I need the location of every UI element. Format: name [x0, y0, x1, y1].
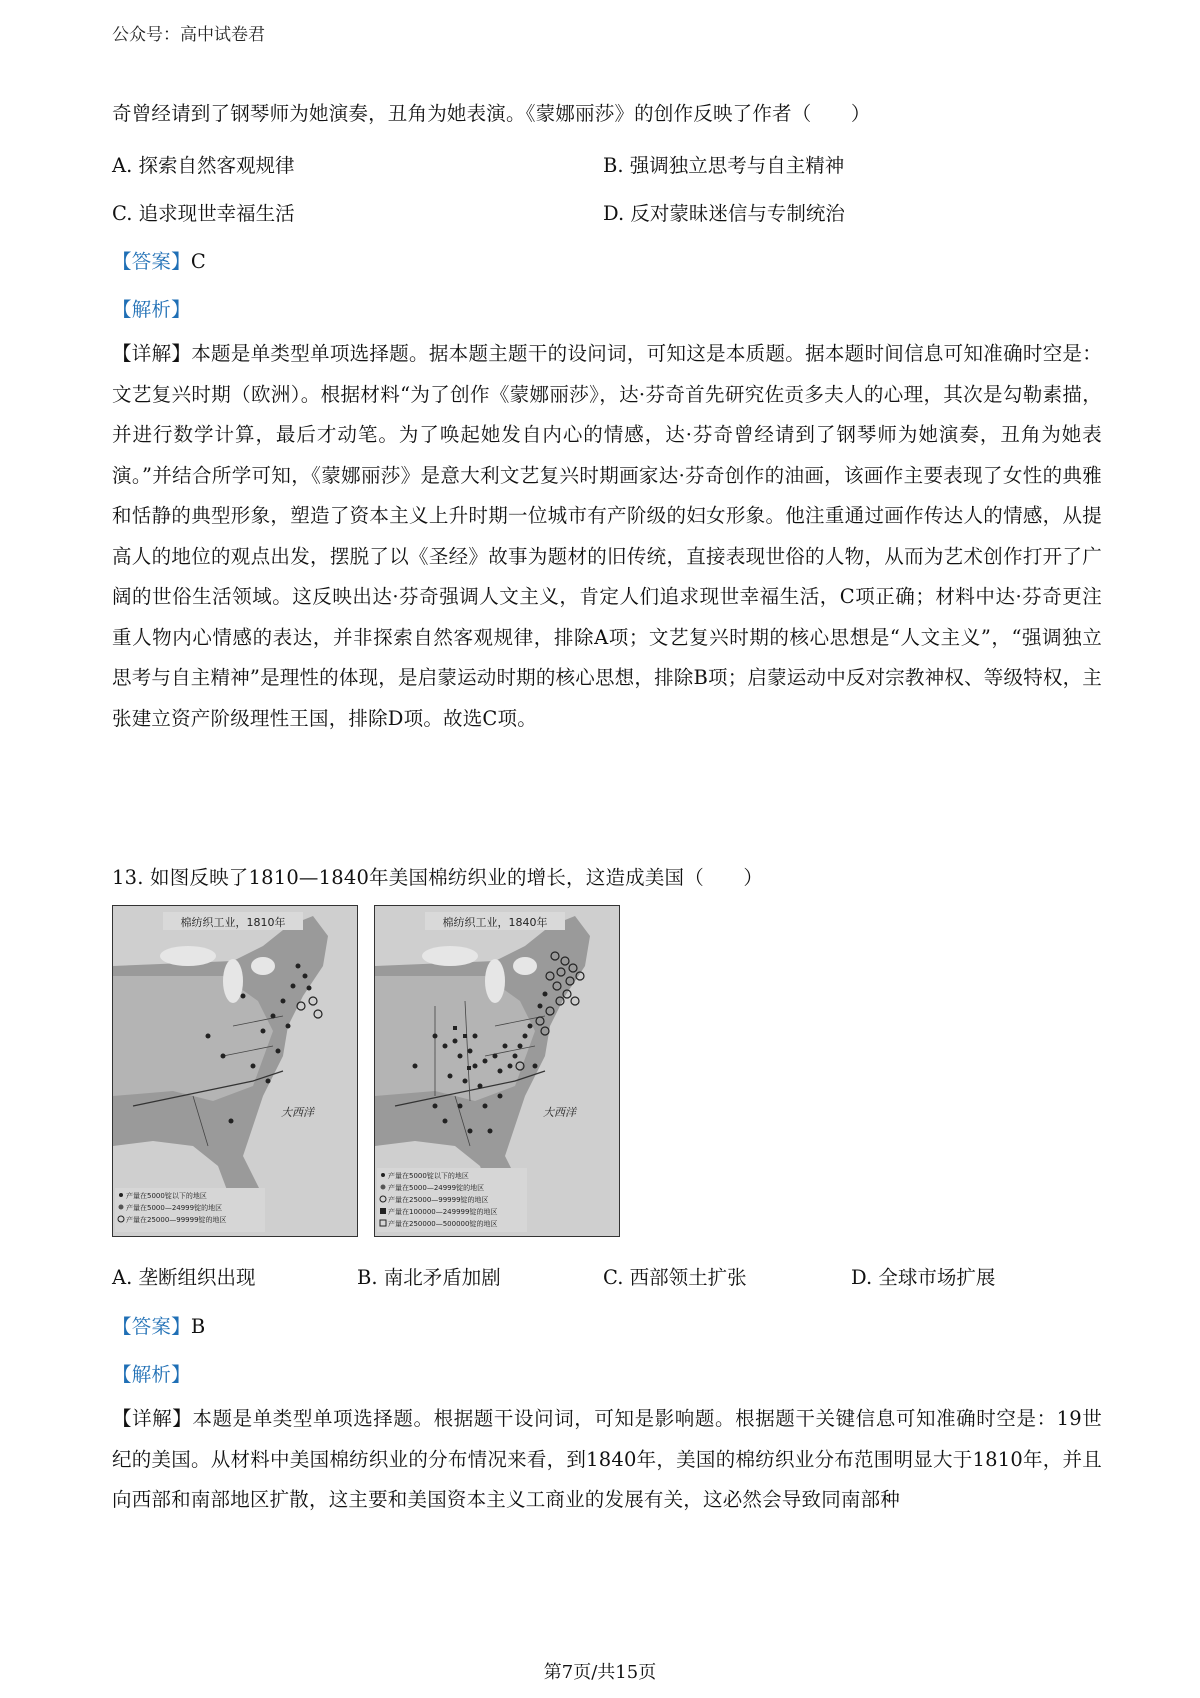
- q12-option-a: A. 探索自然客观规律: [112, 154, 295, 177]
- map2-legend-5: 产量在250000—500000锭的地区: [388, 1220, 498, 1228]
- answer-tag: 【答案】: [112, 250, 191, 273]
- q13-option-d: D. 全球市场扩展: [851, 1266, 996, 1289]
- q12-option-b: B. 强调独立思考与自主精神: [603, 154, 845, 177]
- answer-tag: 【答案】: [112, 1315, 191, 1338]
- map-1840: [374, 905, 620, 1237]
- q13-stem: 13. 如图反映了1810—1840年美国棉纺织业的增长，这造成美国（ ）: [112, 866, 764, 889]
- q12-detail: [112, 334, 1102, 739]
- map1-title: 棉纺织工业，1810年: [180, 916, 286, 929]
- detail-text: 本题是单类型单项选择题。据本题主题干的设问词，可知这是本质题。据本题时间信息可知准确时空是：文艺复兴时期（欧洲）。根据材料“为了创作《蒙娜丽莎》，达·芬奇首先研究佐贡多夫人的心理，其次是勾勒素描，并进行数学计算，最后才动笔。为了唤起她发自内心的情感，达·芬奇曾经请到了钢琴师为她演奏，丑角为她表演。”并结合所学可知，《蒙娜丽莎》是意大利文艺复兴时期画家达·芬奇创作的油画，该画作主要表现了女性的典雅和恬静的典型形象，塑造了资本主义上升时期一位城市有产阶级的妇女形象。他注重通过画作传达人的情感，从提高人的地位的观点出发，摆脱了以《圣经》故事为题材的旧传统，直接表现世俗的人物，从而为艺术创作打开了广阔的世俗生活领域。这反映出达·芬奇强调人文主义，肯定人们追求现世幸福生活，C项正确；材料中达·芬奇更注重人物内心情感的表达，并非探索自然客观规律，排除A项；文艺复兴时期的核心思想是“人文主义”，“强调独立思考与自主精神”是理性的体现，是启蒙运动时期的核心思想，排除B项；启蒙运动中反对宗教神权、等级特权，主张建立资产阶级理性王国，排除D项。故选C项。: [112, 342, 1102, 730]
- map2-legend-4: 产量在100000—249999锭的地区: [388, 1208, 498, 1216]
- q13-analysis-tag: 【解析】: [112, 1363, 191, 1386]
- answer-value: B: [190, 1315, 206, 1338]
- q13-detail: [112, 1399, 1102, 1521]
- q12-answer: [112, 246, 206, 274]
- q12-option-c: C. 追求现世幸福生活: [112, 202, 295, 225]
- map2-ocean-label: 大西洋: [543, 1106, 576, 1119]
- map1-ocean-label: 大西洋: [281, 1106, 314, 1119]
- map1-legend-1: 产量在5000锭以下的地区: [126, 1192, 207, 1200]
- q12-stem-tail: 奇曾经请到了钢琴师为她演奏，丑角为她表演。《蒙娜丽莎》的创作反映了作者（ ）: [112, 102, 871, 125]
- q13-option-c: C. 西部领土扩张: [603, 1266, 747, 1289]
- map1-legend-2: 产量在5000—24999锭的地区: [126, 1204, 223, 1212]
- q12-option-d: D. 反对蒙昧迷信与专制统治: [603, 202, 845, 225]
- answer-value: C: [190, 250, 206, 273]
- q12-analysis-tag: 【解析】: [112, 298, 191, 321]
- q13-option-a: A. 垄断组织出现: [112, 1266, 256, 1289]
- map-1810: [112, 905, 358, 1237]
- detail-tag: 【详解】: [112, 1407, 193, 1430]
- map2-legend-1: 产量在5000锭以下的地区: [388, 1172, 469, 1180]
- q13-answer: [112, 1311, 205, 1339]
- detail-text: 本题是单类型单项选择题。根据题干设问词，可知是影响题。根据题干关键信息可知准确时空是：19世纪的美国。从材料中美国棉纺织业的分布情况来看，到1840年，美国的棉纺织业分布范围明显大于1810年，并且向西部和南部地区扩散，这主要和美国资本主义工商业的发展有关，这必然会导致同南部种: [112, 1407, 1102, 1511]
- q13-option-b: B. 南北矛盾加剧: [357, 1266, 501, 1289]
- map2-title: 棉纺织工业，1840年: [442, 916, 548, 929]
- page-header: 公众号：高中试卷君: [112, 25, 265, 45]
- map2-legend-2: 产量在5000—24999锭的地区: [388, 1184, 485, 1192]
- page-footer: 第7页/共15页: [543, 1662, 657, 1683]
- detail-tag: 【详解】: [112, 342, 192, 365]
- map2-legend-3: 产量在25000—99999锭的地区: [388, 1196, 489, 1204]
- map1-legend-3: 产量在25000—99999锭的地区: [126, 1216, 227, 1224]
